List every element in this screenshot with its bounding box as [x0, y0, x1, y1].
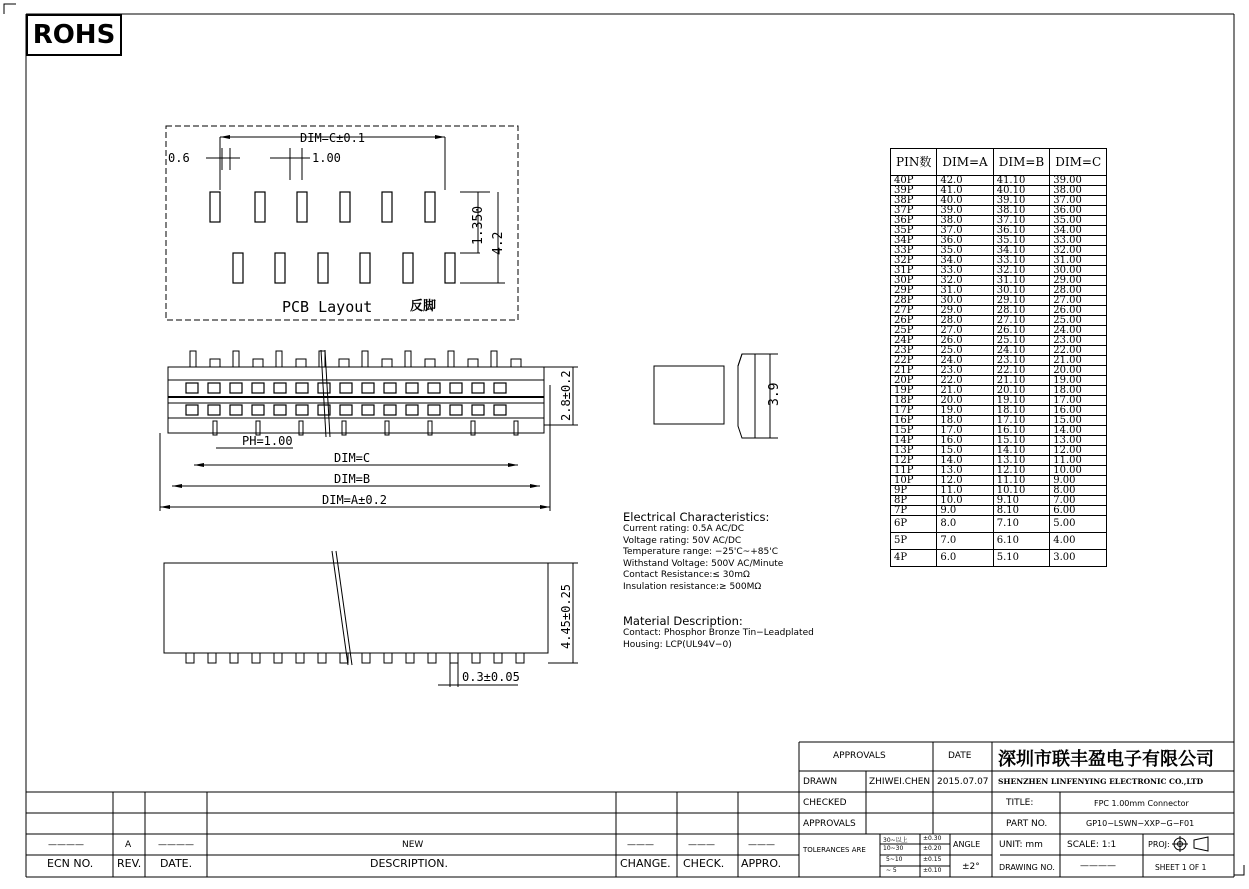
pin-table-cell: 26.00 — [1050, 306, 1107, 316]
company-name-en: SHENZHEN LINFENYING ELECTRONIC CO.,LTD — [998, 777, 1204, 786]
pin-table-row — [891, 266, 1107, 276]
angle-value: ±2° — [962, 862, 980, 872]
pin-table-cell: 37.00 — [1050, 196, 1107, 206]
pin-table-cell: 40.0 — [937, 196, 993, 206]
pin-table-cell: 36.10 — [993, 226, 1050, 236]
pin-table-cell: 22P — [891, 356, 937, 366]
pin-table-cell: 33.0 — [937, 266, 993, 276]
pin-table-header — [891, 149, 1107, 176]
scale-label: SCALE: 1:1 — [1067, 840, 1117, 850]
pin-table-row — [891, 396, 1107, 406]
pin-table-cell: 34.10 — [993, 246, 1050, 256]
pin-table-cell: 20.10 — [993, 386, 1050, 396]
revision-date-dash: ———— — [158, 840, 194, 850]
pin-table-cell: 8P — [891, 496, 937, 506]
date-header: DATE — [948, 751, 972, 761]
pin-table-cell: 32.00 — [1050, 246, 1107, 256]
pin-table-cell: 13.0 — [937, 466, 993, 476]
tol-range: ~ 5 — [886, 867, 897, 874]
pin-table-cell: 23.0 — [937, 366, 993, 376]
pin-table-row — [891, 326, 1107, 336]
pin-table-cell: 38.10 — [993, 206, 1050, 216]
pin-table-cell: 8.0 — [937, 516, 993, 533]
pin-table-cell: 19.0 — [937, 406, 993, 416]
pin-table-cell: 24P — [891, 336, 937, 346]
pin-table-cell: 11P — [891, 466, 937, 476]
pin-table-cell: 31.10 — [993, 276, 1050, 286]
pin-table-cell: 5.10 — [993, 550, 1050, 567]
pin-table-cell: 9.0 — [937, 506, 993, 516]
approvals-header: APPROVALS — [833, 751, 886, 761]
pin-table-cell: 35.00 — [1050, 216, 1107, 226]
pin-table-cell: 7.0 — [937, 533, 993, 550]
company-name-cn: 深圳市联丰盈电子有限公司 — [998, 749, 1214, 770]
drawing-no-label: DRAWING NO. — [999, 863, 1055, 872]
pin-table-cell: 24.10 — [993, 346, 1050, 356]
pin-table-row — [891, 316, 1107, 326]
pin-table-cell: 22.0 — [937, 376, 993, 386]
pin-table-cell: 15.10 — [993, 436, 1050, 446]
ecn-header: ECN NO. — [47, 857, 94, 870]
pin-table-header-cell: DIM=C — [1050, 149, 1107, 176]
pin-table-row — [891, 416, 1107, 426]
pin-table-cell: 28.00 — [1050, 286, 1107, 296]
pin-table-row — [891, 306, 1107, 316]
pin-table-cell: 15P — [891, 426, 937, 436]
pin-table-row — [891, 366, 1107, 376]
tol-range: 5~10 — [886, 856, 903, 863]
pin-table-row — [891, 446, 1107, 456]
material-title: Material Description: — [623, 614, 743, 628]
pin-table-cell: 18.00 — [1050, 386, 1107, 396]
pin-table-cell: 8.00 — [1050, 486, 1107, 496]
change-dash: ——— — [627, 840, 654, 850]
pin-table-cell: 17.10 — [993, 416, 1050, 426]
electrical-line: Contact Resistance:≤ 30mΩ — [623, 570, 750, 580]
drawn-label: DRAWN — [803, 777, 838, 787]
pin-table-row — [891, 346, 1107, 356]
pin-table-row — [891, 376, 1107, 386]
pin-table-cell: 18P — [891, 396, 937, 406]
pin-table-cell: 14.00 — [1050, 426, 1107, 436]
pin-table-cell: 7P — [891, 506, 937, 516]
pin-table-row — [891, 276, 1107, 286]
pin-table-cell: 13.00 — [1050, 436, 1107, 446]
pin-table-cell: 16.0 — [937, 436, 993, 446]
pin-table-cell: 39.0 — [937, 206, 993, 216]
pin-table-cell: 24.0 — [937, 356, 993, 366]
electrical-title: Electrical Characteristics: — [623, 510, 770, 524]
pin-table-cell: 23.10 — [993, 356, 1050, 366]
title-value: FPC 1.00mm Connector — [1094, 799, 1189, 808]
checked-label: CHECKED — [803, 798, 847, 808]
material-line: Housing: LCP(UL94V−0) — [623, 639, 732, 650]
pin-table-cell: 39.00 — [1050, 176, 1107, 186]
electrical-line: Voltage rating: 50V AC/DC — [623, 535, 742, 546]
pin-table-cell: 14.0 — [937, 456, 993, 466]
pin-table-cell: 36P — [891, 216, 937, 226]
pin-table-cell: 34P — [891, 236, 937, 246]
pcb-1350-label: 1.350 — [471, 205, 486, 245]
pin-table-cell: 39P — [891, 186, 937, 196]
check-header: CHECK. — [683, 857, 725, 870]
front-dim-b-label: DIM=B — [334, 472, 371, 486]
pin-table-cell: 27.0 — [937, 326, 993, 336]
pin-table-cell: 42.0 — [937, 176, 993, 186]
pin-table-row — [891, 506, 1107, 516]
electrical-characteristics — [623, 510, 783, 593]
proj-label: PROJ: — [1148, 840, 1170, 849]
pin-table-cell: 6.10 — [993, 533, 1050, 550]
pin-table-row — [891, 516, 1107, 533]
pcb-layout-drawing — [160, 120, 520, 330]
pin-table-cell: 6.0 — [937, 550, 993, 567]
part-no-value: GP10−LSWN−XXP−G−F01 — [1086, 819, 1195, 828]
pin-table-cell: 7.10 — [993, 516, 1050, 533]
pin-table-cell: 35.10 — [993, 236, 1050, 246]
pin-table-row — [891, 246, 1107, 256]
pin-table-cell: 5P — [891, 533, 937, 550]
pin-table-cell: 26.0 — [937, 336, 993, 346]
material-line: Contact: Phosphor Bronze Tin−Leadplated — [623, 628, 814, 638]
pin-table-cell: 34.0 — [937, 256, 993, 266]
pin-table-row — [891, 356, 1107, 366]
pin-table-cell: 18.10 — [993, 406, 1050, 416]
pin-table-row — [891, 226, 1107, 236]
pin-table-cell: 12.00 — [1050, 446, 1107, 456]
rohs-badge: ROHS — [26, 14, 122, 56]
pin-table-cell: 39.10 — [993, 196, 1050, 206]
pin-table-cell: 24.00 — [1050, 326, 1107, 336]
pin-table-cell: 28.10 — [993, 306, 1050, 316]
pin-table-cell: 41.10 — [993, 176, 1050, 186]
pin-table-cell: 6P — [891, 516, 937, 533]
pin-table-cell: 14.10 — [993, 446, 1050, 456]
pin-table-row — [891, 256, 1107, 266]
part-no-label: PART NO. — [1006, 819, 1048, 829]
pin-table-cell: 28.0 — [937, 316, 993, 326]
pin-table-cell: 18.0 — [937, 416, 993, 426]
pin-table-cell: 12.10 — [993, 466, 1050, 476]
revision-description: NEW — [402, 840, 424, 850]
pin-table-cell: 26P — [891, 316, 937, 326]
pin-table-cell: 33P — [891, 246, 937, 256]
change-header: CHANGE. — [620, 857, 671, 870]
pin-table-cell: 22.00 — [1050, 346, 1107, 356]
pin-table-cell: 7.00 — [1050, 496, 1107, 506]
tol-range: 30~以上 — [883, 837, 908, 844]
pin-table-cell: 21.0 — [937, 386, 993, 396]
front-height-label: 2.8±0.2 — [559, 370, 573, 421]
pin-table-cell: 33.00 — [1050, 236, 1107, 246]
tol-value: ±0.10 — [923, 867, 942, 874]
pin-table-cell: 32.10 — [993, 266, 1050, 276]
tol-value: ±0.20 — [923, 845, 942, 852]
pin-table-cell: 25.0 — [937, 346, 993, 356]
revision-letter: A — [125, 840, 132, 850]
pin-table-cell: 11.0 — [937, 486, 993, 496]
pin-table-cell: 40.10 — [993, 186, 1050, 196]
sheet-label: SHEET 1 OF 1 — [1155, 863, 1207, 872]
pin-table-row — [891, 466, 1107, 476]
pin-table-cell: 23.00 — [1050, 336, 1107, 346]
tol-range: 10~30 — [883, 845, 904, 852]
pin-table-cell: 32.0 — [937, 276, 993, 286]
pin-table-cell: 40P — [891, 176, 937, 186]
pin-table-cell: 31.00 — [1050, 256, 1107, 266]
pin-table-row — [891, 550, 1107, 567]
pin-table-cell: 4P — [891, 550, 937, 567]
pin-table-cell: 16.10 — [993, 426, 1050, 436]
pcb-layout-label: PCB Layout — [282, 298, 373, 316]
pin-table-cell: 29P — [891, 286, 937, 296]
pin-table-cell: 21.00 — [1050, 356, 1107, 366]
pin-table-cell: 38.00 — [1050, 186, 1107, 196]
pin-table-cell: 4.00 — [1050, 533, 1107, 550]
pin-table-cell: 38P — [891, 196, 937, 206]
pin-table-row — [891, 496, 1107, 506]
pin-table-cell: 6.00 — [1050, 506, 1107, 516]
check-dash: ——— — [688, 840, 715, 850]
pin-table-cell: 20.00 — [1050, 366, 1107, 376]
drawing-no-value: ———— — [1080, 861, 1116, 871]
side-height-label: 3.9 — [767, 382, 782, 406]
pin-table-row — [891, 533, 1107, 550]
front-view-drawing — [158, 345, 593, 520]
pin-table-cell: 12.0 — [937, 476, 993, 486]
pin-table-cell: 19.10 — [993, 396, 1050, 406]
pin-table-cell: 20.0 — [937, 396, 993, 406]
pin-table-row — [891, 196, 1107, 206]
pin-table-cell: 35.0 — [937, 246, 993, 256]
pin-table-cell: 15.0 — [937, 446, 993, 456]
pin-table-cell: 29.10 — [993, 296, 1050, 306]
title-label: TITLE: — [1006, 798, 1034, 808]
pin-table-cell: 32P — [891, 256, 937, 266]
front-ph-label: PH=1.00 — [242, 434, 293, 448]
drawn-by: ZHIWEI.CHEN — [869, 777, 931, 787]
bottom-height-label: 4.45±0.25 — [559, 583, 573, 649]
pin-table-cell: 13.10 — [993, 456, 1050, 466]
pin-table-row — [891, 386, 1107, 396]
pin-table-cell: 29.00 — [1050, 276, 1107, 286]
pin-table-cell: 12P — [891, 456, 937, 466]
pin-table-cell: 29.0 — [937, 306, 993, 316]
pin-table-cell: 27P — [891, 306, 937, 316]
pin-table-cell: 37P — [891, 206, 937, 216]
pcb-pitch-small-label: 0.6 — [168, 151, 190, 165]
electrical-line: Withstand Voltage: 500V AC/Minute — [623, 558, 784, 569]
pin-table-cell: 41.0 — [937, 186, 993, 196]
pcb-pitch-label: 1.00 — [312, 151, 341, 165]
pin-table-cell: 35P — [891, 226, 937, 236]
pin-table-row — [891, 296, 1107, 306]
pin-table-cell: 30.0 — [937, 296, 993, 306]
pin-table-cell: 31.0 — [937, 286, 993, 296]
pin-table-row — [891, 286, 1107, 296]
pin-table-cell: 27.00 — [1050, 296, 1107, 306]
pin-table-cell: 25.10 — [993, 336, 1050, 346]
pcb-dim-c-label: DIM=C±0.1 — [300, 131, 366, 145]
tol-value: ±0.30 — [923, 835, 942, 842]
pin-table-row — [891, 436, 1107, 446]
pin-table-cell: 38.0 — [937, 216, 993, 226]
appro-dash: ——— — [748, 840, 775, 850]
pin-table-cell: 9.10 — [993, 496, 1050, 506]
pin-table-cell: 30.10 — [993, 286, 1050, 296]
pin-table-row — [891, 486, 1107, 496]
pin-table-cell: 10.10 — [993, 486, 1050, 496]
pin-table-cell: 30.00 — [1050, 266, 1107, 276]
pin-table-cell: 28P — [891, 296, 937, 306]
ecn-dash: ———— — [48, 840, 84, 850]
pin-table-cell: 23P — [891, 346, 937, 356]
pin-table-cell: 16P — [891, 416, 937, 426]
pin-table-cell: 36.0 — [937, 236, 993, 246]
pin-table-header-cell: DIM=A — [937, 149, 993, 176]
appro-header: APPRO. — [741, 857, 782, 870]
front-dim-c-label: DIM=C — [334, 451, 371, 465]
pin-table-row — [891, 476, 1107, 486]
pin-table-row — [891, 186, 1107, 196]
pin-table-cell: 21.10 — [993, 376, 1050, 386]
description-header: DESCRIPTION. — [370, 857, 448, 870]
tolerances-label: TOLERANCES ARE — [803, 846, 866, 854]
pin-table-cell: 22.10 — [993, 366, 1050, 376]
pin-table-cell: 11.10 — [993, 476, 1050, 486]
pin-table-cell: 25P — [891, 326, 937, 336]
pin-table-cell: 31P — [891, 266, 937, 276]
electrical-line: Current rating: 0.5A AC/DC — [623, 524, 745, 534]
pin-table-row — [891, 336, 1107, 346]
pin-table-header-cell: PIN数 — [891, 149, 937, 176]
pcb-42-label: 4.2 — [491, 231, 506, 255]
bottom-pin-width-label: 0.3±0.05 — [462, 670, 520, 684]
pin-table-cell: 10.00 — [1050, 466, 1107, 476]
pin-table-row — [891, 406, 1107, 416]
pin-table-cell: 27.10 — [993, 316, 1050, 326]
angle-label: ANGLE — [953, 840, 981, 849]
pin-table-cell: 26.10 — [993, 326, 1050, 336]
material-description — [623, 614, 814, 651]
electrical-line: Insulation resistance:≥ 500MΩ — [623, 581, 762, 592]
pin-table-cell: 9.00 — [1050, 476, 1107, 486]
pin-table-cell: 17P — [891, 406, 937, 416]
pin-table-cell: 19P — [891, 386, 937, 396]
side-view-drawing — [650, 350, 790, 445]
bottom-view-drawing — [158, 545, 598, 690]
pin-table-cell: 13P — [891, 446, 937, 456]
pin-table-cell: 37.0 — [937, 226, 993, 236]
approvals-label: APPROVALS — [803, 819, 856, 829]
pin-table-cell: 15.00 — [1050, 416, 1107, 426]
pin-table-cell: 14P — [891, 436, 937, 446]
tol-value: ±0.15 — [923, 856, 942, 863]
pin-dimension-table — [890, 148, 1107, 567]
pin-table-cell: 20P — [891, 376, 937, 386]
pin-table-cell: 8.10 — [993, 506, 1050, 516]
projection-symbol-icon — [1172, 836, 1230, 852]
pin-table-cell: 33.10 — [993, 256, 1050, 266]
pin-table-cell: 17.00 — [1050, 396, 1107, 406]
pin-table-cell: 36.00 — [1050, 206, 1107, 216]
pin-table-cell: 3.00 — [1050, 550, 1107, 567]
pin-table-cell: 25.00 — [1050, 316, 1107, 326]
pin-table-cell: 9P — [891, 486, 937, 496]
pin-table-cell: 34.00 — [1050, 226, 1107, 236]
rev-header: REV. — [117, 857, 142, 870]
pin-table-header-cell: DIM=B — [993, 149, 1050, 176]
pin-table-cell: 21P — [891, 366, 937, 376]
pin-table-cell: 11.00 — [1050, 456, 1107, 466]
unit-label: UNIT: mm — [999, 840, 1043, 850]
electrical-line: Temperature range: −25'C~+85'C — [623, 547, 778, 557]
pin-table-cell: 30P — [891, 276, 937, 286]
pin-table-cell: 10.0 — [937, 496, 993, 506]
pin-table-cell: 37.10 — [993, 216, 1050, 226]
pin-table-row — [891, 456, 1107, 466]
front-dim-a-label: DIM=A±0.2 — [322, 493, 388, 507]
pin-table-row — [891, 426, 1107, 436]
pin-table-cell: 19.00 — [1050, 376, 1107, 386]
pin-table-row — [891, 216, 1107, 226]
pin-table-cell: 5.00 — [1050, 516, 1107, 533]
pin-table-row — [891, 176, 1107, 186]
date-column-header: DATE. — [160, 857, 193, 870]
pcb-layout-cn-label: 反脚 — [410, 299, 437, 314]
pin-table-row — [891, 206, 1107, 216]
pin-table-cell: 10P — [891, 476, 937, 486]
pin-table-cell: 17.0 — [937, 426, 993, 436]
pin-table-cell: 16.00 — [1050, 406, 1107, 416]
drawn-date: 2015.07.07 — [937, 777, 989, 787]
pin-table-row — [891, 236, 1107, 246]
